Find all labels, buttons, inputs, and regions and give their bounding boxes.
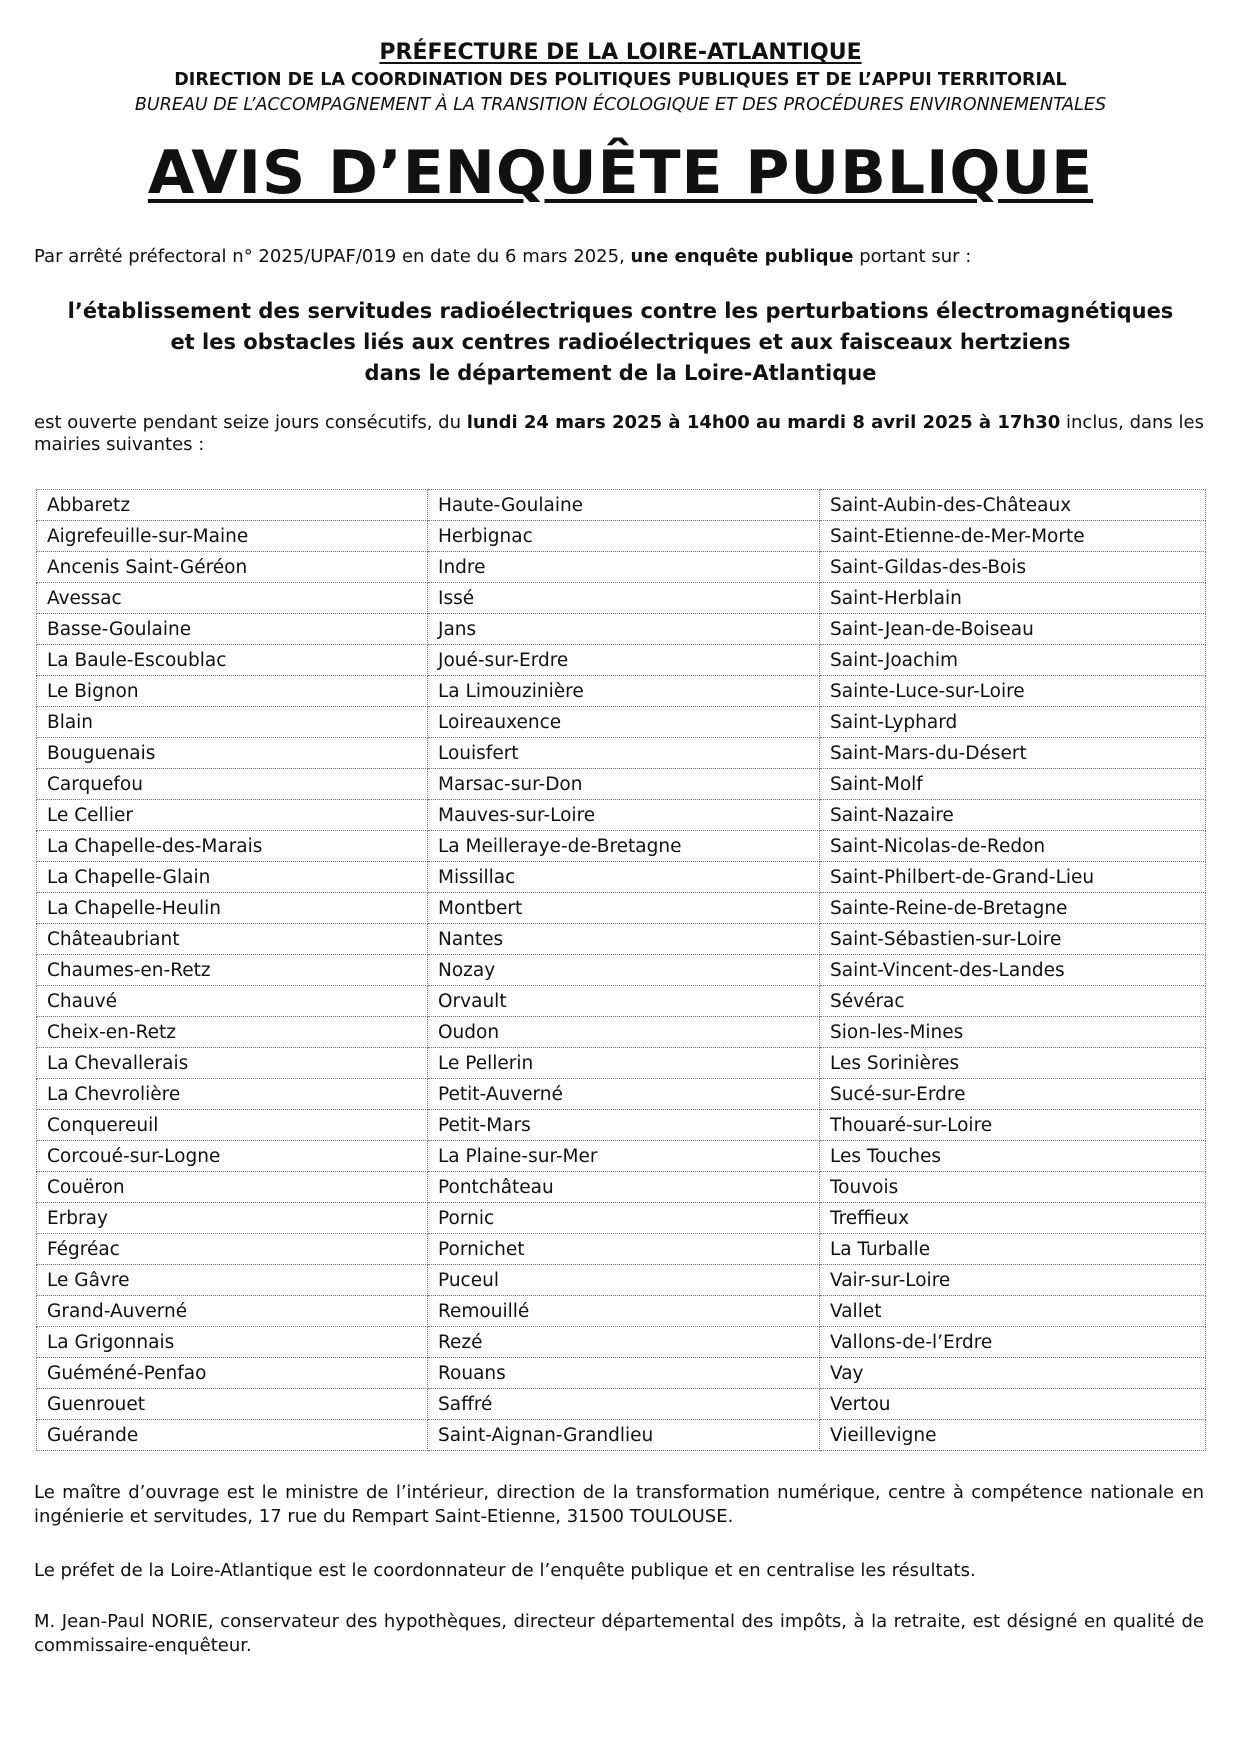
commune-cell: Vay — [820, 1358, 1206, 1389]
commune-cell: La Turballe — [820, 1234, 1206, 1265]
table-row — [37, 645, 1206, 676]
commune-cell: Guenrouet — [37, 1389, 428, 1420]
commune-cell: Sucé-sur-Erdre — [820, 1079, 1206, 1110]
commune-cell: Grand-Auverné — [37, 1296, 428, 1327]
table-row — [37, 552, 1206, 583]
commune-cell: Abbaretz — [37, 490, 428, 521]
commune-cell: Pornic — [428, 1203, 820, 1234]
commune-cell: Erbray — [37, 1203, 428, 1234]
table-row — [37, 490, 1206, 521]
table-row — [37, 1389, 1206, 1420]
commune-cell: Sainte-Luce-sur-Loire — [820, 676, 1206, 707]
commune-cell: La Grigonnais — [37, 1327, 428, 1358]
subject-line: l’établissement des servitudes radioélectriques contre les perturbations électromagnétiques — [67, 299, 1174, 323]
commune-cell: Missillac — [428, 862, 820, 893]
table-row — [37, 1048, 1206, 1079]
commune-cell: Saint-Herblain — [820, 583, 1206, 614]
table-row — [37, 707, 1206, 738]
commune-cell: Le Gâvre — [37, 1265, 428, 1296]
commune-cell: Saint-Nicolas-de-Redon — [820, 831, 1206, 862]
mairies-table — [36, 489, 1206, 1451]
commune-cell: Thouaré-sur-Loire — [820, 1110, 1206, 1141]
table-row — [37, 1234, 1206, 1265]
table-row — [37, 862, 1206, 893]
commune-cell: Saint-Philbert-de-Grand-Lieu — [820, 862, 1206, 893]
commune-cell: Sainte-Reine-de-Bretagne — [820, 893, 1206, 924]
subject-line: et les obstacles liés aux centres radioélectriques et aux faisceaux hertziens — [170, 330, 1071, 354]
commune-cell: Rouans — [428, 1358, 820, 1389]
table-row — [37, 1358, 1206, 1389]
commune-cell: Puceul — [428, 1265, 820, 1296]
commissaire-paragraph: M. Jean-Paul NORIE, conservateur des hypothèques, directeur départemental des impôts, à la retraite, est désigné en qualité de commissaire-enquêteur. — [34, 1611, 1204, 1656]
direction-heading: DIRECTION DE LA COORDINATION DES POLITIQUES PUBLIQUES ET DE L’APPUI TERRITORIAL — [174, 70, 1067, 90]
commune-cell: Conquereuil — [37, 1110, 428, 1141]
mairies-table-body — [37, 490, 1206, 1451]
opening-text: est ouverte pendant seize jours consécutifs, du — [34, 412, 467, 433]
commune-cell: Touvois — [820, 1172, 1206, 1203]
prefecture-heading: PRÉFECTURE DE LA LOIRE-ATLANTIQUE — [379, 40, 862, 65]
commune-cell: La Plaine-sur-Mer — [428, 1141, 820, 1172]
table-row — [37, 1265, 1206, 1296]
intro-text: Par arrêté préfectoral n° 2025/UPAF/019 en date du 6 mars 2025, — [34, 246, 631, 267]
commune-cell: La Chapelle-Glain — [37, 862, 428, 893]
table-row — [37, 1327, 1206, 1358]
commune-cell: Vieillevigne — [820, 1420, 1206, 1451]
commune-cell: Sion-les-Mines — [820, 1017, 1206, 1048]
commune-cell: Saint-Gildas-des-Bois — [820, 552, 1206, 583]
intro-text-end: portant sur : — [853, 246, 972, 267]
commune-cell: Sévérac — [820, 986, 1206, 1017]
commune-cell: Saint-Joachim — [820, 645, 1206, 676]
commune-cell: Saint-Vincent-des-Landes — [820, 955, 1206, 986]
table-row — [37, 521, 1206, 552]
table-row — [37, 738, 1206, 769]
table-row — [37, 1296, 1206, 1327]
table-row — [37, 614, 1206, 645]
commune-cell: Remouillé — [428, 1296, 820, 1327]
opening-paragraph — [34, 412, 1204, 456]
commune-cell: Issé — [428, 583, 820, 614]
commune-cell: Guérande — [37, 1420, 428, 1451]
commune-cell: Le Pellerin — [428, 1048, 820, 1079]
commune-cell: La Chapelle-Heulin — [37, 893, 428, 924]
intro-bold-text: une enquête publique — [630, 246, 854, 267]
commune-cell: Petit-Auverné — [428, 1079, 820, 1110]
table-row — [37, 1172, 1206, 1203]
commune-cell: Guéméné-Penfao — [37, 1358, 428, 1389]
page-title: AVIS D’ENQUÊTE PUBLIQUE — [147, 138, 1094, 208]
opening-text-end: inclus, dans les mairies suivantes : — [34, 412, 1205, 455]
commune-cell: Saint-Lyphard — [820, 707, 1206, 738]
commune-cell: Chaumes-en-Retz — [37, 955, 428, 986]
commune-cell: Corcoué-sur-Logne — [37, 1141, 428, 1172]
commune-cell: Saint-Aubin-des-Châteaux — [820, 490, 1206, 521]
table-row — [37, 1017, 1206, 1048]
commune-cell: Louisfert — [428, 738, 820, 769]
commune-cell: La Chevallerais — [37, 1048, 428, 1079]
commune-cell: La Baule-Escoublac — [37, 645, 428, 676]
commune-cell: Couëron — [37, 1172, 428, 1203]
table-row — [37, 1079, 1206, 1110]
subject-block — [0, 296, 1241, 389]
commune-cell: Bouguenais — [37, 738, 428, 769]
commune-cell: Treffieux — [820, 1203, 1206, 1234]
commune-cell: Fégréac — [37, 1234, 428, 1265]
table-row — [37, 1420, 1206, 1451]
table-row — [37, 1203, 1206, 1234]
commune-cell: Vallet — [820, 1296, 1206, 1327]
commune-cell: Carquefou — [37, 769, 428, 800]
commune-cell: Le Cellier — [37, 800, 428, 831]
commune-cell: Saint-Mars-du-Désert — [820, 738, 1206, 769]
commune-cell: Loireauxence — [428, 707, 820, 738]
commune-cell: Vertou — [820, 1389, 1206, 1420]
table-row — [37, 831, 1206, 862]
commune-cell: Châteaubriant — [37, 924, 428, 955]
table-row — [37, 769, 1206, 800]
commune-cell: Ancenis Saint-Géréon — [37, 552, 428, 583]
commune-cell: Saint-Etienne-de-Mer-Morte — [820, 521, 1206, 552]
commune-cell: Mauves-sur-Loire — [428, 800, 820, 831]
commune-cell: Haute-Goulaine — [428, 490, 820, 521]
commune-cell: Basse-Goulaine — [37, 614, 428, 645]
table-row — [37, 800, 1206, 831]
commune-cell: Saint-Aignan-Grandlieu — [428, 1420, 820, 1451]
commune-cell: Orvault — [428, 986, 820, 1017]
commune-cell: Petit-Mars — [428, 1110, 820, 1141]
commune-cell: La Chapelle-des-Marais — [37, 831, 428, 862]
commune-cell: Joué-sur-Erdre — [428, 645, 820, 676]
commune-cell: Vair-sur-Loire — [820, 1265, 1206, 1296]
commune-cell: Saint-Jean-de-Boiseau — [820, 614, 1206, 645]
commune-cell: Avessac — [37, 583, 428, 614]
commune-cell: Saffré — [428, 1389, 820, 1420]
bureau-heading: BUREAU DE L’ACCOMPAGNEMENT À LA TRANSITION ÉCOLOGIQUE ET DES PROCÉDURES ENVIRONNEMENTALES — [134, 95, 1107, 115]
commune-cell: Pornichet — [428, 1234, 820, 1265]
maitre-ouvrage-paragraph: Le maître d’ouvrage est le ministre de l’intérieur, direction de la transformation numérique, centre à compétence nationale en ingénierie et servitudes, 17 rue du Rempart Saint-Etienne, 31500 TOULOUSE. — [34, 1482, 1204, 1527]
commune-cell: Les Sorinières — [820, 1048, 1206, 1079]
commune-cell: Pontchâteau — [428, 1172, 820, 1203]
commune-cell: Vallons-de-l’Erdre — [820, 1327, 1206, 1358]
commune-cell: Blain — [37, 707, 428, 738]
table-row — [37, 955, 1206, 986]
opening-dates: lundi 24 mars 2025 à 14h00 au mardi 8 avril 2025 à 17h30 — [466, 412, 1061, 433]
coordonnateur-paragraph: Le préfet de la Loire-Atlantique est le coordonnateur de l’enquête publique et en centralise les résultats. — [34, 1560, 976, 1581]
commune-cell: Saint-Nazaire — [820, 800, 1206, 831]
commune-cell: Nozay — [428, 955, 820, 986]
commune-cell: Le Bignon — [37, 676, 428, 707]
table-row — [37, 1141, 1206, 1172]
commune-cell: La Limouzinière — [428, 676, 820, 707]
table-row — [37, 583, 1206, 614]
commune-cell: Aigrefeuille-sur-Maine — [37, 521, 428, 552]
commune-cell: Cheix-en-Retz — [37, 1017, 428, 1048]
subject-line: dans le département de la Loire-Atlantique — [364, 361, 877, 385]
commune-cell: Nantes — [428, 924, 820, 955]
table-row — [37, 676, 1206, 707]
commune-cell: Indre — [428, 552, 820, 583]
table-row — [37, 986, 1206, 1017]
commune-cell: Herbignac — [428, 521, 820, 552]
commune-cell: La Chevrolière — [37, 1079, 428, 1110]
commune-cell: Chauvé — [37, 986, 428, 1017]
commune-cell: Les Touches — [820, 1141, 1206, 1172]
commune-cell: La Meilleraye-de-Bretagne — [428, 831, 820, 862]
table-row — [37, 1110, 1206, 1141]
commune-cell: Oudon — [428, 1017, 820, 1048]
intro-paragraph — [34, 246, 1204, 267]
commune-cell: Rezé — [428, 1327, 820, 1358]
commune-cell: Saint-Sébastien-sur-Loire — [820, 924, 1206, 955]
commune-cell: Marsac-sur-Don — [428, 769, 820, 800]
commune-cell: Montbert — [428, 893, 820, 924]
table-row — [37, 893, 1206, 924]
table-row — [37, 924, 1206, 955]
commune-cell: Jans — [428, 614, 820, 645]
commune-cell: Saint-Molf — [820, 769, 1206, 800]
